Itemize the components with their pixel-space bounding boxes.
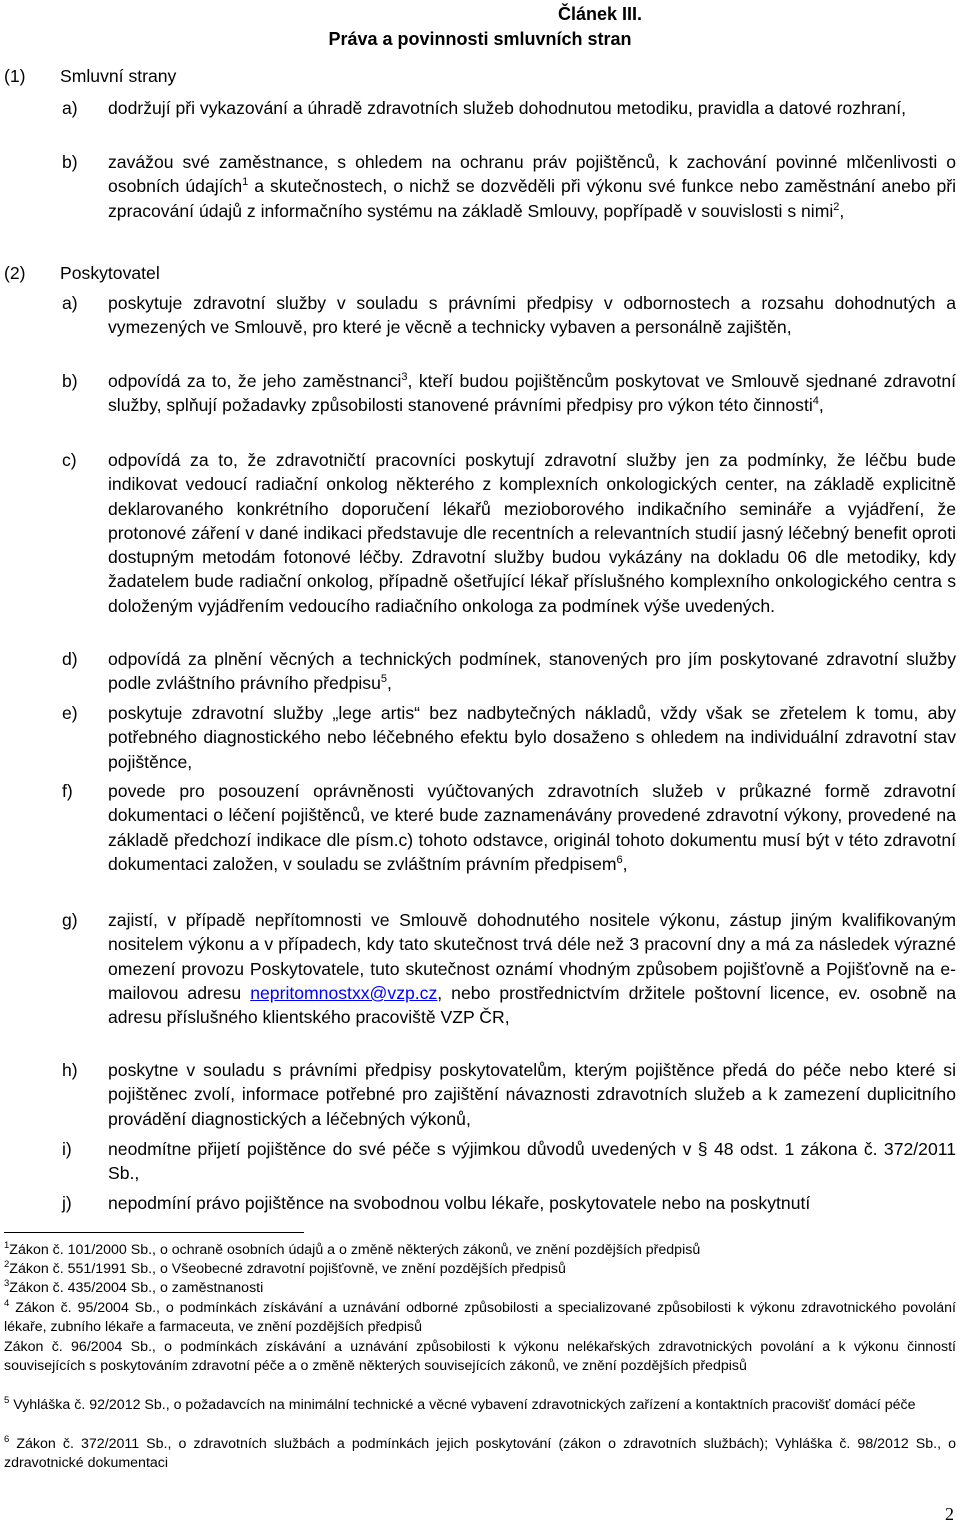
clause-label: a) bbox=[62, 98, 78, 118]
clause-label: i) bbox=[62, 1139, 72, 1159]
footnote-ref: 3 bbox=[401, 371, 408, 383]
footnote-ref: 4 bbox=[812, 395, 819, 408]
clause-text: odpovídá za plnění věcných a technických podmínek, stanovených pro jím poskytované zdravotní služby podle zvláštního právního předpisu$^5$, bbox=[108, 649, 956, 694]
clause-2j bbox=[62, 1191, 956, 1215]
clause-2f bbox=[62, 779, 956, 876]
footnote-ref: 6 bbox=[616, 853, 623, 866]
clause-label: h) bbox=[62, 1060, 78, 1080]
footnote-ref: 5 bbox=[380, 673, 388, 686]
clause-2c bbox=[62, 448, 956, 618]
clause-text: poskytne v souladu s právními předpisy poskytovatelům, kterým pojištěnce předá do péče nebo které si pojištěnec zvolí, informace potřebné pro zajištění návaznosti zdravotních služeb a k zamezení duplicitního provádění diagnostických a léčebných výkonů, bbox=[108, 1060, 956, 1129]
clause-text: nepodmíní právo pojištěnce na svobodnou volbu lékaře, poskytovatele nebo na poskytnutí bbox=[108, 1193, 811, 1213]
clause-2b bbox=[62, 369, 956, 418]
footnote-separator bbox=[4, 1232, 304, 1233]
clause-label: d) bbox=[62, 649, 78, 669]
footnote-ref: 1 bbox=[242, 176, 249, 189]
clause-1b bbox=[62, 150, 956, 223]
clause-text: zajistí, v případě nepřítomnosti ve Smlouvě dohodnutého nositele výkonu, zástup jiným kvalifikovaným nositelem výkonu a v případech, kdy tato skutečnost trvá déle než 3 pracovní dny a má za následek výrazné omezení provozu Poskytovatele, tuto skutečnost oznámí vhodným způsobem pojišťovně a Pojišťovně na e-mailovou adresu nepritomnostxx@vzp.cz, nebo prostřednictvím držitele poštovní licence, ev. osobně na adresu příslušného klientského pracoviště VZP ČR, bbox=[108, 910, 956, 1028]
clause-label: c) bbox=[62, 450, 77, 470]
clause-label: a) bbox=[62, 293, 78, 313]
clause-label: b) bbox=[62, 371, 78, 391]
clause-text: dodržují při vykazování a úhradě zdravotních služeb dohodnutou metodiku, pravidla a datové rozhraní, bbox=[108, 98, 907, 118]
clause-2d bbox=[62, 647, 956, 696]
section-1-heading bbox=[4, 64, 176, 88]
clause-text: odpovídá za to, že jeho zaměstnanci$^3$, kteří budou pojištěncům poskytovat ve Smlouvě sjednané zdravotní služby, splňují požadavky způsobilosti stanovené právními předpisy pro výkon této činnosti$^4$, bbox=[108, 371, 956, 416]
footnote-3: $^3$Zákon č. 435/2004 Sb., o zaměstnanosti bbox=[4, 1278, 264, 1296]
section-number: (1) bbox=[4, 66, 26, 86]
section-2-heading bbox=[4, 261, 160, 285]
clause-label: f) bbox=[62, 781, 73, 801]
clause-label: g) bbox=[62, 910, 78, 930]
footnote-1: $^1$Zákon č. 101/2000 Sb., o ochraně osobních údajů a o změně některých zákonů, ve znění pozdějších předpisů bbox=[4, 1240, 701, 1258]
clause-text: neodmítne přijetí pojištěnce do své péče s výjimkou důvodů uvedených v § 48 odst. 1 zákona č. 372/2011 Sb., bbox=[108, 1139, 956, 1184]
clause-2h bbox=[62, 1058, 956, 1131]
clause-2g bbox=[62, 908, 956, 1029]
section-title: Smluvní strany bbox=[60, 66, 177, 86]
section-title: Poskytovatel bbox=[60, 263, 160, 283]
article-label: Článek III. bbox=[557, 4, 643, 24]
footnote-5: $^5$ Vyhláška č. 92/2012 Sb., o požadavcích na minimální technické a věcné vybavení zdravotnických zařízení a kontaktních pracovišť domácí péče bbox=[4, 1395, 916, 1413]
clause-text: poskytuje zdravotní služby v souladu s právními předpisy v odbornostech a rozsahu dohodnutých a vymezených ve Smlouvě, pro které je věcně a technicky vybaven a personálně zajištěn, bbox=[108, 293, 956, 338]
clause-text: odpovídá za to, že zdravotničtí pracovníci poskytují zdravotní služby jen za podmínky, že léčbu bude indikovat vedoucí radiační onkolog některého z komplexních onkologických center, na základě explicitně deklarovaného konkrétního doporučení lékařů mezioborového indikačního semináře a vyjádření, že protonové záření v dané indikaci představuje dle recentních a relevantních studií jasný léčebný benefit oproti dostupným metodám fotonové léčby. Zdravotní služby budou vykázány na dokladu 06 dle metodiky, kdy žadatelem bude radiační onkolog, případně ošetřující lékař příslušného komplexního onkologického centra s doloženým vyjádřením vedoucího radiačního onkologa za podmínek výše uvedených. bbox=[108, 450, 956, 616]
clause-text: povede pro posouzení oprávněnosti vyúčtovaných zdravotních služeb v průkazné formě zdravotní dokumentaci o léčení pojištěnců, ve které bude zaznamenávány provedené zdravotní výkony, provedené na základě předchozí indikace dle písm.c) tohoto odstavce, originál tohoto dokumentu musí být v této zdravotní dokumentaci založen, v souladu se zvláštním právním předpisem$^6$, bbox=[108, 781, 956, 874]
page-number: 2 bbox=[945, 1504, 954, 1524]
footnote-ref: 2 bbox=[833, 200, 840, 213]
clause-2i bbox=[62, 1137, 956, 1186]
clause-label: b) bbox=[62, 152, 78, 172]
clause-label: j) bbox=[62, 1193, 72, 1213]
email-link[interactable]: nepritomnostxx@vzp.cz bbox=[250, 982, 438, 1003]
clause-2a bbox=[62, 291, 956, 340]
clause-text: poskytuje zdravotní služby „lege artis“ bez nadbytečných nákladů, vždy však se zřetelem k tomu, aby potřebného diagnostického nebo léčebného efektu bylo dosaženo s ohledem na individuální zdravotní stav pojištěnce, bbox=[108, 703, 956, 772]
clause-label: e) bbox=[62, 703, 78, 723]
footnote-6: $^6$ Zákon č. 372/2011 Sb., o zdravotních službách a podmínkách jejich poskytování (zákon o zdravotních službách); Vyhláška č. 98/2012 Sb., o zdravotnické dokumentaci bbox=[4, 1434, 956, 1471]
clause-2e bbox=[62, 701, 956, 774]
footnote-2: $^2$Zákon č. 551/1991 Sb., o Všeobecné zdravotní pojišťovně, ve znění pozdějších předpisů bbox=[4, 1259, 566, 1277]
footnote-4b: Zákon č. 96/2004 Sb., o podmínkách získávání a uznávání způsobilosti k výkonu nelékařských zdravotnických povolání a k výkonu činností souvisejících s poskytováním zdravotní péče a o změně některých souvisejících zákonů, ve znění pozdějších předpisů bbox=[4, 1339, 956, 1374]
section-number: (2) bbox=[4, 263, 26, 283]
clause-text: zavážou své zaměstnance, s ohledem na ochranu práv pojištěnců, k zachování povinné mlčenlivosti o osobních údajích$^1$ a skutečnostech, o nichž se dozvěděli při výkonu své funkce nebo zaměstnání anebo při zpracování údajů z informačního systému na základě Smlouvy, popřípadě v souvislosti s nimi$^2$, bbox=[108, 152, 956, 221]
clause-1a bbox=[62, 96, 956, 120]
article-title: Práva a povinnosti smluvních stran bbox=[328, 29, 632, 49]
footnote-4: $^4$ Zákon č. 95/2004 Sb., o podmínkách získávání a uznávání odborné způsobilosti a specializované způsobilosti k výkonu zdravotnického povolání lékaře, zubního lékaře a farmaceuta, ve znění pozdějších předpisů bbox=[4, 1298, 956, 1335]
